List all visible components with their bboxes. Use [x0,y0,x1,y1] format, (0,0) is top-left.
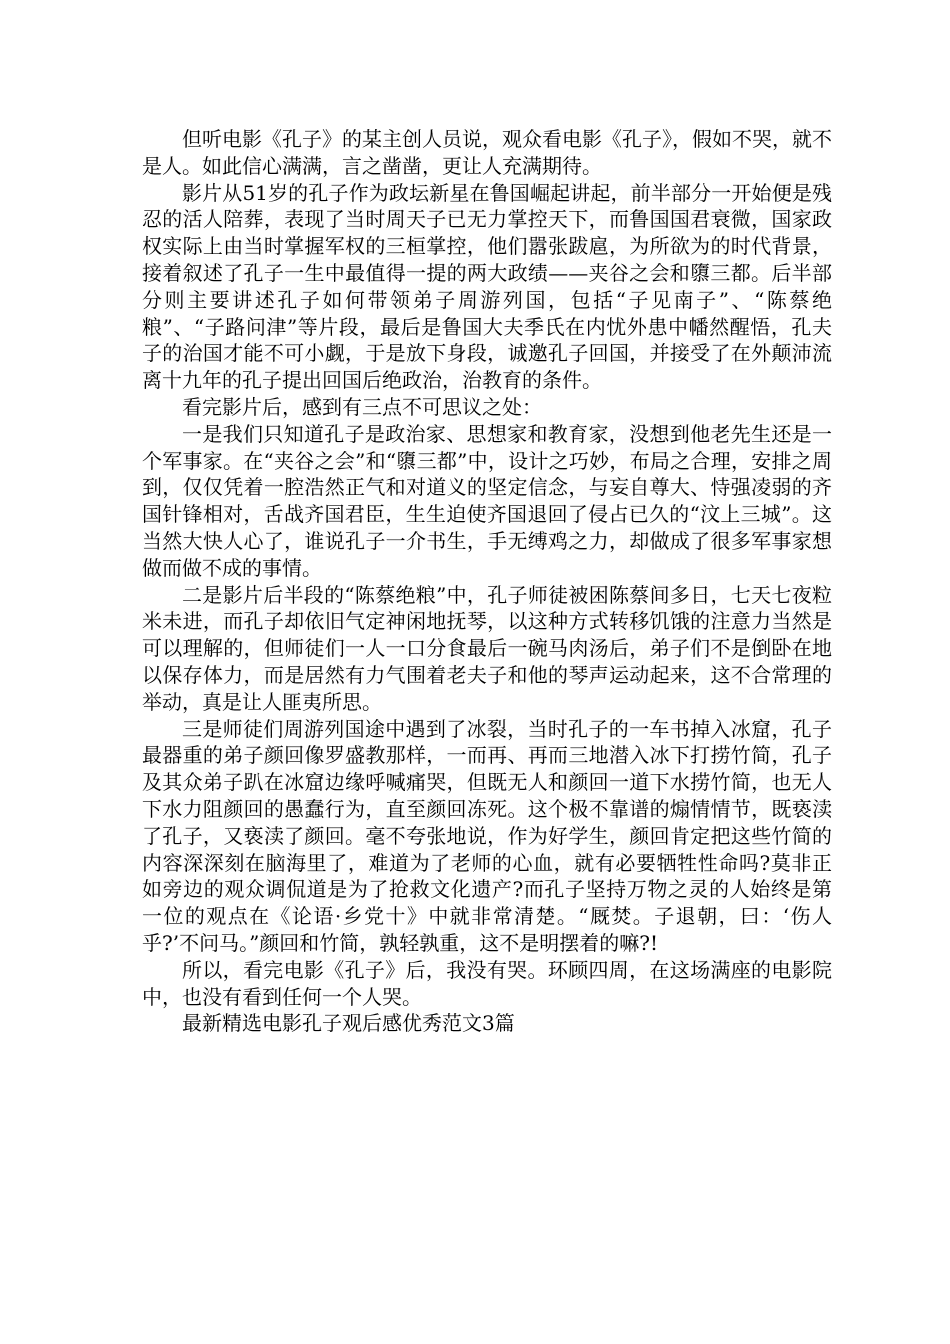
paragraph-point-one: 一是我们只知道孔子是政治家、思想家和教育家，没想到他老先生还是一个军事家。在“夹谷之会”和“隳三都”中，设计之巧妙，布局之合理，安排之周到，仅仅凭着一腔浩然正气和对道义的坚定信念，与妄自尊大、恃强凌弱的齐国针锋相对，舌战齐国君臣，生生迫使齐国退回了侵占已久的“汶上三城”。这当然大快人心了，谁说孔子一介书生，手无缚鸡之力，却做成了很多军事家想做而做不成的事情。 [142,421,832,580]
paragraph-plot-summary: 影片从51岁的孔子作为政坛新星在鲁国崛起讲起，前半部分一开始便是残忍的活人陪葬，表现了当时周天子已无力掌控天下，而鲁国国君衰微，国家政权实际上由当时掌握军权的三桓掌控，他们嚣张跋扈，为所欲为的时代背景，接着叙述了孔子一生中最值得一提的两大政绩——夹谷之会和隳三都。后半部分则主要讲述孔子如何带领弟子周游列国，包括“子见南子”、“陈蔡绝粮”、“子路问津”等片段，最后是鲁国大夫季氏在内忧外患中幡然醒悟，孔夫子的治国才能不可小觑，于是放下身段，诚邀孔子回国，并接受了在外颠沛流离十九年的孔子提出回国后绝政治，治教育的条件。 [142,180,832,393]
document-body [142,126,832,1037]
paragraph-intro: 但听电影《孔子》的某主创人员说，观众看电影《孔子》，假如不哭，就不是人。如此信心满满，言之凿凿，更让人充满期待。 [142,127,832,178]
paragraph-footer-title: 最新精选电影孔子观后感优秀范文3篇 [182,1011,515,1036]
paragraph-point-two: 二是影片后半段的“陈蔡绝粮”中，孔子师徒被困陈蔡间多日，七天七夜粒米未进，而孔子却依旧气定神闲地抚琴，以这种方式转移饥饿的注意力当然是可以理解的，但师徒们一人一口分食最后一碗马肉汤后，弟子们不是倒卧在地以保存体力，而是居然有力气围着老夫子和他的琴声运动起来，这不合常理的举动，真是让人匪夷所思。 [142,582,832,714]
paragraph-point-three: 三是师徒们周游列国途中遇到了冰裂，当时孔子的一车书掉入冰窟，孔子最器重的弟子颜回像罗盛教那样，一而再、再而三地潜入冰下打捞竹简，孔子及其众弟子趴在冰窟边缘呼喊痛哭，但既无人和颜回一道下水捞竹简，也无人下水力阻颜回的愚蠢行为，直至颜回冻死。这个极不靠谱的煽情情节，既亵渎了孔子，又亵渎了颜回。毫不夸张地说，作为好学生，颜回肯定把这些竹简的内容深深刻在脑海里了，难道为了老师的心血，就有必要牺牲性命吗?莫非正如旁边的观众调侃道是为了抢救文化遗产?而孔子坚持万物之灵的人始终是第一位的观点在《论语·乡党十》中就非常清楚。“厩焚。子退朝，曰：‘伤人乎?’不问马。”颜回和竹简，孰轻孰重，这不是明摆着的嘛?! [142,716,832,955]
paragraph-conclusion: 所以，看完电影《孔子》后，我没有哭。环顾四周，在这场满座的电影院中，也没有看到任何一个人哭。 [142,957,832,1009]
paragraph-three-points-lead: 看完影片后，感到有三点不可思议之处： [182,394,542,419]
